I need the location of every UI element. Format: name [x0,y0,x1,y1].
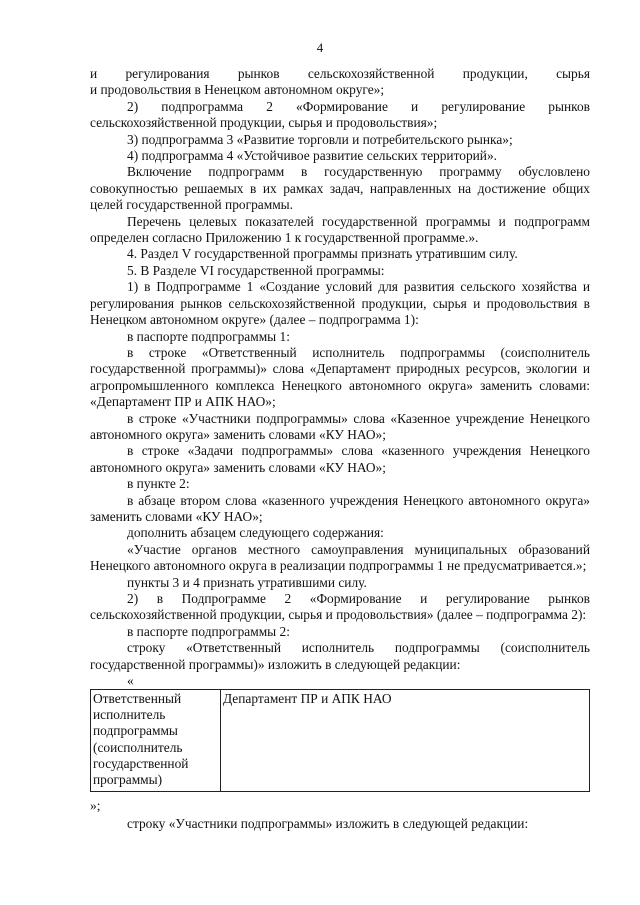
paragraph: Перечень целевых показателей государственной программы и подпрограмм определен согласно Приложению 1 к государственной программе.». [90,213,590,246]
closing-quote: »; [90,798,101,814]
edit-table [90,689,590,792]
paragraph-list [90,66,590,673]
paragraph: в строке «Задачи подпрограммы» слова «казенного учреждения Ненецкого автономного округа» заменить словами «КУ НАО»; [90,443,590,475]
paragraph: строку «Ответственный исполнитель подпрограммы (соисполнитель государственной программы)» изложить в следующей редакции: [90,640,590,672]
table-cell-value: Департамент ПР и АПК НАО [221,690,590,792]
paragraph: 2) подпрограмма 2 «Формирование и регулирование рынков сельскохозяйственной продукции, сырья и продовольствия»; [90,98,590,131]
paragraph: в строке «Ответственный исполнитель подпрограммы (соисполнитель государственной программы)» слова «Департамент природных ресурсов, экологии и агропромышленного комплекса Ненецкого автономного округа» заменить словами: «Департамент ПР и АПК НАО»; [90,344,590,410]
paragraph: пункты 3 и 4 признать утратившими силу. [127,574,367,590]
paragraph: Включение подпрограмм в государственную программу обусловлено совокупностью решаемых в их рамках задач, направленных на достижение общих целей государственной программы. [90,164,590,213]
paragraph: в паспорте подпрограммы 1: [127,328,290,344]
paragraph: 4) подпрограмма 4 «Устойчивое развитие сельских территорий». [127,148,498,164]
paragraph: и регулирования рынков сельскохозяйственной продукции, сырья [90,66,590,81]
paragraph: 3) подпрограмма 3 «Развитие торговли и потребительского рынка»; [127,131,513,147]
last-paragraph: строку «Участники подпрограммы» изложить в следующей редакции: [127,816,529,832]
paragraph: 5. В Разделе VI государственной программы: [127,262,385,278]
paragraph: и продовольствия в Ненецком автономном округе»; [90,82,385,98]
table-row [91,690,590,792]
paragraph: в строке «Участники подпрограммы» слова «Казенное учреждение Ненецкого автономного округа» заменить словами «КУ НАО»; [90,410,590,442]
paragraph: 4. Раздел V государственной программы признать утратившим силу. [127,246,518,262]
paragraph: в паспорте подпрограммы 2: [127,623,290,639]
paragraph: «Участие органов местного самоуправления муниципальных образований Ненецкого автономного округа в реализации подпрограммы 1 не предусматривается.»; [90,541,590,574]
table-cell-label: Ответственный исполнитель подпрограммы (соисполнитель государственной программы) [91,690,221,792]
paragraph: в пункте 2: [127,476,190,492]
opening-quote: « [127,673,134,689]
page-number: 4 [316,40,324,55]
document-body [90,66,590,832]
paragraph: 1) в Подпрограмме 1 «Создание условий для развития сельского хозяйства и регулирования рынков сельскохозяйственной продукции, сырья и продовольствия в Ненецком автономном округе» (далее – подпрограмма 1): [90,279,590,328]
paragraph: в абзаце втором слова «казенного учреждения Ненецкого автономного округа» заменить словами «КУ НАО»; [90,492,590,524]
paragraph: дополнить абзацем следующего содержания: [127,525,384,541]
paragraph: 2) в Подпрограмме 2 «Формирование и регулирование рынков сельскохозяйственной продукции, сырья и продовольствия» (далее – подпрограмма 2): [90,591,590,623]
